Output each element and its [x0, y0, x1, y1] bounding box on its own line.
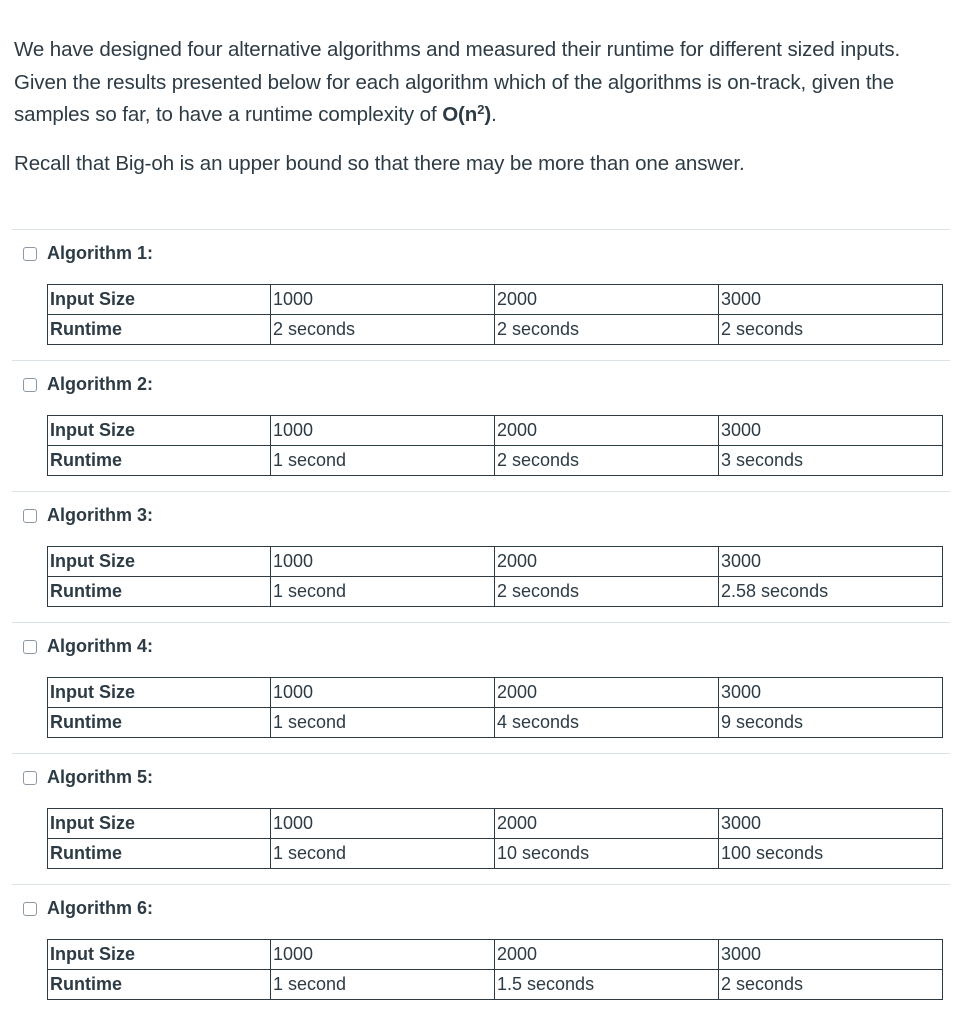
input-size-row: [48, 285, 943, 315]
runtime-table: [47, 546, 943, 607]
input-size-cell: 2000: [495, 940, 719, 970]
runtime-cell: 1 second: [271, 708, 495, 738]
answer-label[interactable]: Algorithm 1:: [47, 243, 153, 263]
runtime-cell: 2.58 seconds: [719, 577, 943, 607]
input-size-row: [48, 678, 943, 708]
input-size-cell: 2000: [495, 285, 719, 315]
input-size-cell: 1000: [271, 809, 495, 839]
runtime-table: [47, 284, 943, 345]
runtime-header: Runtime: [48, 839, 271, 869]
big-o-notation: [442, 103, 491, 126]
runtime-cell: 100 seconds: [719, 839, 943, 869]
input-size-row: [48, 940, 943, 970]
runtime-header: Runtime: [48, 577, 271, 607]
input-size-cell: 3000: [719, 678, 943, 708]
runtime-cell: 1 second: [271, 970, 495, 1000]
question-note: Recall that Big-oh is an upper bound so that there may be more than one answer.: [14, 151, 745, 175]
answer-option[interactable]: [12, 491, 950, 622]
answer-option[interactable]: [12, 360, 950, 491]
input-size-cell: 1000: [271, 416, 495, 446]
runtime-cell: 1 second: [271, 446, 495, 476]
answer-option[interactable]: [12, 753, 950, 884]
answer-option[interactable]: [12, 622, 950, 753]
input-size-header: Input Size: [48, 285, 271, 315]
input-size-cell: 2000: [495, 809, 719, 839]
answer-label[interactable]: Algorithm 3:: [47, 505, 153, 525]
runtime-cell: 2 seconds: [719, 315, 943, 345]
big-o-close: ): [484, 103, 492, 126]
input-size-row: [48, 416, 943, 446]
runtime-cell: 10 seconds: [495, 839, 719, 869]
answer-option[interactable]: [12, 229, 950, 360]
answer-option[interactable]: [12, 884, 950, 1015]
answer-checkbox[interactable]: [23, 509, 37, 523]
input-size-cell: 2000: [495, 678, 719, 708]
runtime-row: [48, 708, 943, 738]
input-size-header: Input Size: [48, 940, 271, 970]
runtime-cell: 2 seconds: [719, 970, 943, 1000]
question-prompt: [14, 34, 944, 132]
big-o-exponent: 2: [477, 102, 485, 117]
answer-label[interactable]: Algorithm 2:: [47, 374, 153, 394]
input-size-cell: 3000: [719, 940, 943, 970]
input-size-cell: 3000: [719, 416, 943, 446]
input-size-header: Input Size: [48, 547, 271, 577]
answer-label[interactable]: Algorithm 5:: [47, 767, 153, 787]
runtime-header: Runtime: [48, 446, 271, 476]
input-size-header: Input Size: [48, 416, 271, 446]
runtime-header: Runtime: [48, 708, 271, 738]
runtime-header: Runtime: [48, 970, 271, 1000]
input-size-cell: 1000: [271, 547, 495, 577]
answer-checkbox[interactable]: [23, 247, 37, 261]
runtime-row: [48, 446, 943, 476]
runtime-row: [48, 315, 943, 345]
input-size-row: [48, 809, 943, 839]
runtime-table: [47, 808, 943, 869]
runtime-cell: 2 seconds: [495, 577, 719, 607]
answer-list: [12, 229, 950, 1015]
input-size-cell: 1000: [271, 678, 495, 708]
input-size-row: [48, 547, 943, 577]
runtime-cell: 2 seconds: [271, 315, 495, 345]
input-size-cell: 2000: [495, 547, 719, 577]
answer-label[interactable]: Algorithm 6:: [47, 898, 153, 918]
runtime-cell: 2 seconds: [495, 315, 719, 345]
big-o-base: O(n: [442, 103, 478, 126]
runtime-table: [47, 939, 943, 1000]
answer-checkbox[interactable]: [23, 902, 37, 916]
runtime-table: [47, 677, 943, 738]
question-prompt-text: We have designed four alternative algorithms and measured their runtime for different sized inputs. Given the results presented below for each algorithm which of the algorithms is on-track, given the samples so far, to have a runtime complexity of: [14, 38, 901, 126]
runtime-row: [48, 839, 943, 869]
runtime-cell: 9 seconds: [719, 708, 943, 738]
runtime-cell: 2 seconds: [495, 446, 719, 476]
answer-checkbox[interactable]: [23, 378, 37, 392]
runtime-cell: 3 seconds: [719, 446, 943, 476]
runtime-header: Runtime: [48, 315, 271, 345]
runtime-row: [48, 970, 943, 1000]
input-size-cell: 1000: [271, 940, 495, 970]
runtime-table: [47, 415, 943, 476]
input-size-header: Input Size: [48, 809, 271, 839]
input-size-cell: 3000: [719, 547, 943, 577]
question-period: .: [491, 103, 497, 126]
input-size-cell: 2000: [495, 416, 719, 446]
input-size-cell: 3000: [719, 285, 943, 315]
input-size-cell: 3000: [719, 809, 943, 839]
runtime-cell: 1.5 seconds: [495, 970, 719, 1000]
runtime-cell: 1 second: [271, 577, 495, 607]
answer-checkbox[interactable]: [23, 771, 37, 785]
question-text: [14, 34, 944, 180]
answer-label[interactable]: Algorithm 4:: [47, 636, 153, 656]
runtime-cell: 1 second: [271, 839, 495, 869]
runtime-cell: 4 seconds: [495, 708, 719, 738]
input-size-cell: 1000: [271, 285, 495, 315]
input-size-header: Input Size: [48, 678, 271, 708]
answer-checkbox[interactable]: [23, 640, 37, 654]
runtime-row: [48, 577, 943, 607]
